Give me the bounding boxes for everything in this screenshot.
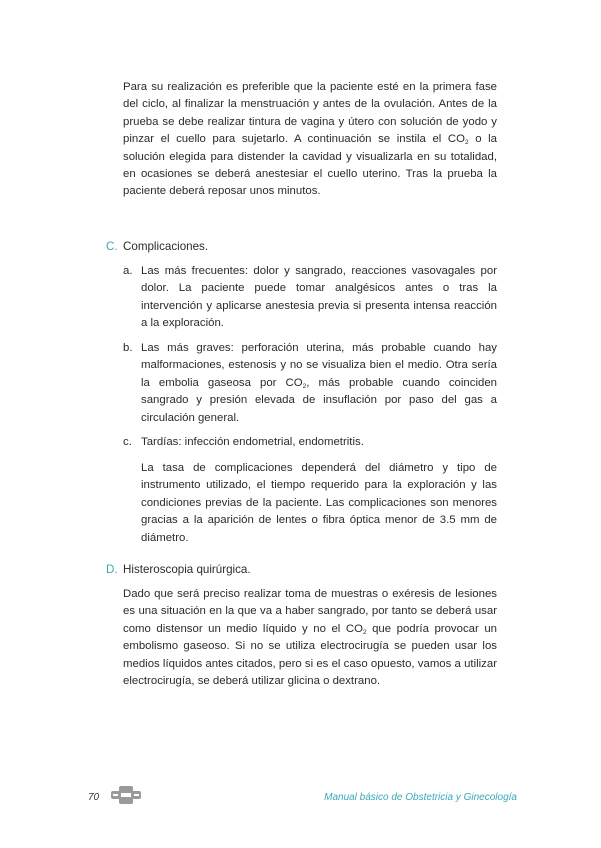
section-d-heading	[106, 562, 251, 578]
list-item-marker: b.	[123, 342, 133, 354]
list-item-text	[141, 340, 497, 427]
list-item-marker: c.	[123, 436, 132, 448]
intro-paragraph	[123, 79, 497, 201]
section-d-text-2: que podría provocar un embolismo gaseoso. Si no se utiliza electrocirugía se pueden usar los medios líquidos antes citados, pero si es el caso opuesto, vamos a utilizar electrocirugía, se deberá utilizar glicina o dextrano.	[123, 622, 497, 688]
list-item-marker: a.	[123, 265, 133, 277]
section-d-subscript: 2	[362, 628, 367, 636]
section-c-title: Complicaciones.	[123, 240, 209, 253]
list-item-text-1: Las más graves: perforación uterina, más probable cuando hay malformaciones, estenosis y no se visualiza bien el medio. Otra sería la embolia gaseosa por CO	[141, 342, 497, 389]
section-d-paragraph	[123, 586, 497, 690]
list-item-text: Tardías: infección endometrial, endometritis.	[141, 436, 364, 448]
section-c-letter: C.	[106, 240, 118, 253]
section-d-letter: D.	[106, 563, 118, 576]
intro-text-2: o la solución elegida para distender la cavidad y visualizarla en su totalidad, en ocasiones se deberá anestesiar el cuello uterino. Tras la prueba la paciente deberá reposar unos minutos.	[123, 133, 498, 198]
intro-subscript: 2	[465, 139, 469, 147]
book-title: Manual básico de Obstetricia y Ginecología	[324, 792, 517, 803]
list-item-subscript: 2	[302, 382, 307, 390]
section-d-title: Histeroscopia quirúrgica.	[123, 563, 251, 576]
section-c-paragraph: La tasa de complicaciones dependerá del diámetro y tipo de instrumento utilizado, el tiempo requerido para la exploración y las condiciones previas de la paciente. Las complicaciones son menores gracias a la aparición de lentes o fibra óptica menor de 3.5 mm de diámetro.	[141, 462, 497, 544]
section-c-heading	[106, 239, 208, 255]
section-d-text-1: Dado que será preciso realizar toma de muestras o exéresis de lesiones es una situación en la que va a haber sangrado, por tanto se deberá usar como distensor un medio líquido y no el CO	[123, 588, 497, 635]
intro-text-1: Para su realización es preferible que la paciente esté en la primera fase del ciclo, al finalizar la menstruación y antes de la ovulación. Antes de la prueba se debe realizar tintura de vagina y útero con solución de yodo y pinzar el cuello para sujetarlo. A continuación se instila el CO	[123, 81, 497, 146]
list-item-text: Las más frecuentes: dolor y sangrado, reacciones vasovagales por dolor. La paciente puede tomar analgésicos antes o tras la intervención y aplicarse anestesia previa si presenta intensa reacción a la exploración.	[141, 265, 497, 330]
list-item-text-2: , más probable cuando coinciden sangrado y presión elevada de insuflación por paso del gas a circulación general.	[141, 376, 497, 424]
publisher-logo-icon	[111, 786, 141, 804]
page-number: 70	[88, 792, 100, 803]
